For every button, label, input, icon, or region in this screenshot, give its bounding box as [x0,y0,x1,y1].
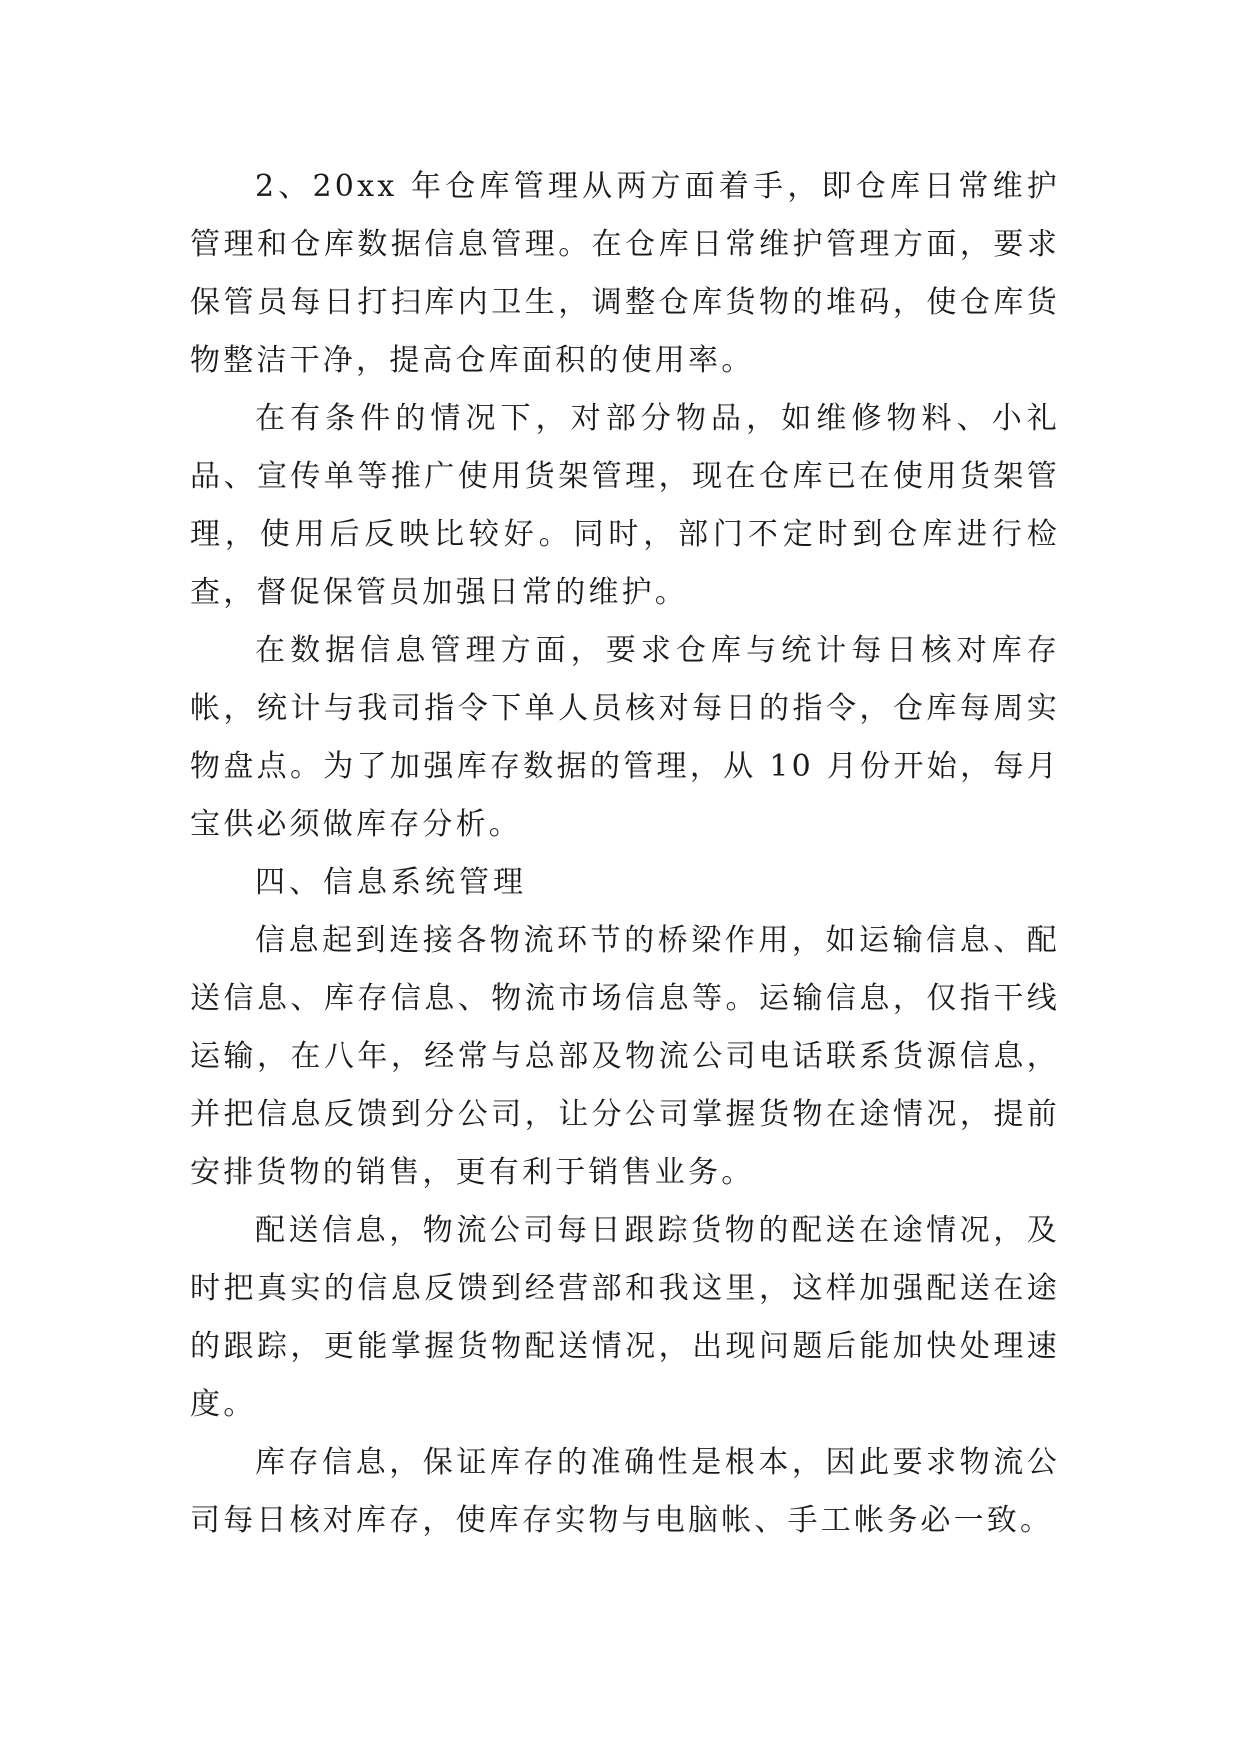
paragraph-info-bridge: 信息起到连接各物流环节的桥梁作用，如运输信息、配送信息、库存信息、物流市场信息等。运输信息，仅指干线运输，在八年，经常与总部及物流公司电话联系货源信息，并把信息反馈到分公司，让分公司掌握货物在途情况，提前安排货物的销售，更有利于销售业务。 [190,923,1060,1190]
paragraph-data-management: 在数据信息管理方面，要求仓库与统计每日核对库存帐，统计与我司指令下单人员核对每日的指令，仓库每周实物盘点。为了加强库存数据的管理，从 10 月份开始，每月宝供必须做库存分析。 [190,633,1060,842]
paragraph-shelf-management: 在有条件的情况下，对部分物品，如维修物料、小礼品、宣传单等推广使用货架管理，现在仓库已在使用货架管理，使用后反映比较好。同时，部门不定时到仓库进行检查，督促保管员加强日常的维护。 [190,401,1060,610]
section-heading-info-system: 四、信息系统管理 [255,865,527,900]
paragraph-inventory-info: 库存信息，保证库存的准确性是根本，因此要求物流公司每日核对库存，使库存实物与电脑帐、手工帐务必一致。 [190,1445,1060,1538]
document-body [190,158,1060,1550]
paragraph-delivery-info: 配送信息，物流公司每日跟踪货物的配送在途情况，及时把真实的信息反馈到经营部和我这里，这样加强配送在途的跟踪，更能掌握货物配送情况，出现问题后能加快处理速度。 [190,1213,1060,1422]
paragraph-warehouse-management: 2、20xx 年仓库管理从两方面着手，即仓库日常维护管理和仓库数据信息管理。在仓库日常维护管理方面，要求保管员每日打扫库内卫生，调整仓库货物的堆码，使仓库货物整洁干净，提高仓库面积的使用率。 [190,169,1060,378]
